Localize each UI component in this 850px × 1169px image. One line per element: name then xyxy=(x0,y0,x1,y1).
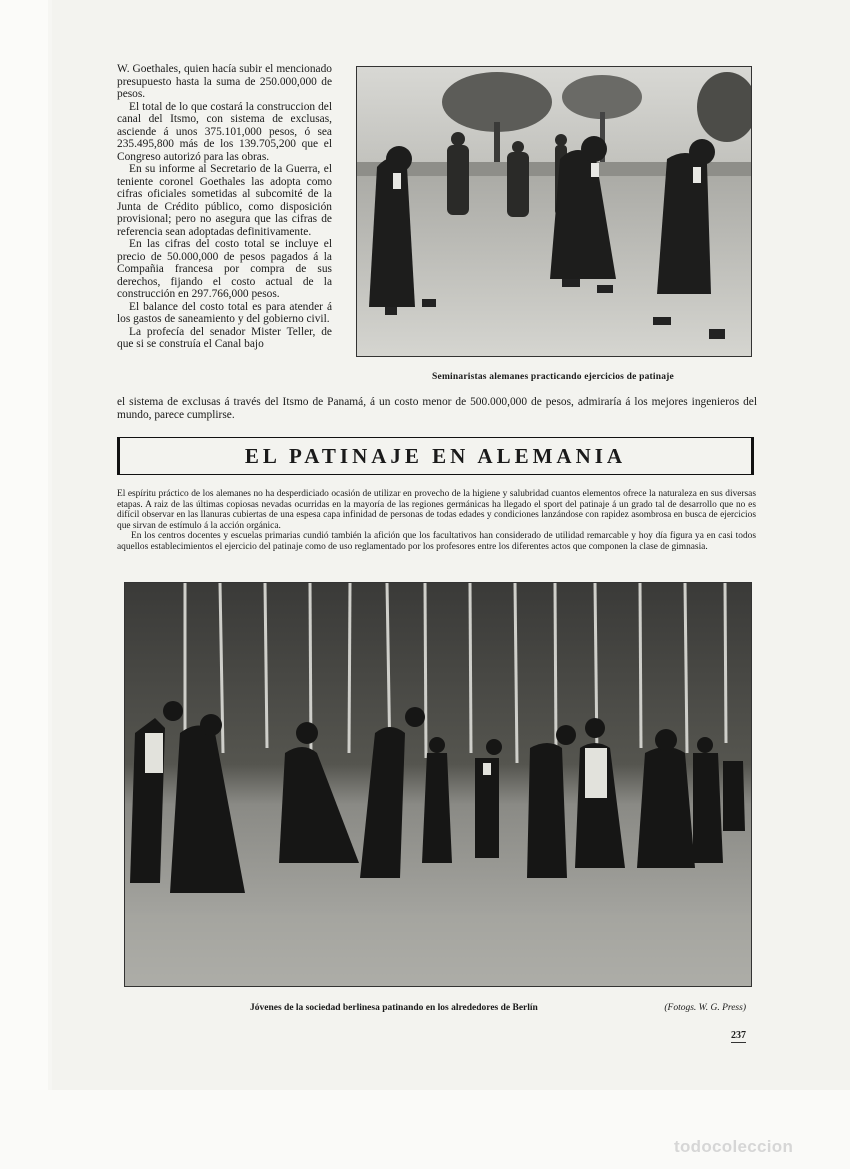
paragraph: El balance del costo total es para atender á los gastos de saneamiento y del gobierno civil. xyxy=(117,300,332,325)
photo2-caption: Jóvenes de la sociedad berlinesa patinando en los alrededores de Berlín xyxy=(250,1003,538,1013)
photo-seminarians-skating xyxy=(356,66,752,357)
paragraph: El total de lo que costará la construccion del canal del Itsmo, con sistema de exclusas, asciende á unos 375.101,000 pesos, ó sea 235.495,800 más de los 139.705,200 que el Congreso autorizó para las obras. xyxy=(117,100,332,163)
paragraph: W. Goethales, quien hacía subir el mencionado presupuesto hasta la suma de 250.000,000 de pesos. xyxy=(117,63,332,100)
continuation-text xyxy=(117,396,757,421)
paragraph: El espíritu práctico de los alemanes no ha desperdiciado ocasión de utilizar en provecho de la higiene y salubridad cuantos elementos ofrece la naturaleza en sus diversas etapas. A raiz de las últimas copiosas nevadas ocurridas en la mayoría de las regiones germánicas ha llegado el sport del patinaje á un grado tal de desarrollo que no es difícil observar en las llanuras cubiertas de una espesa capa infinidad de personas de todas edades y condiciones lanzándose con rapidez asombrosa en busca de ejercicios que sirvan de estímulo á la acción orgánica. xyxy=(117,489,756,531)
section-banner xyxy=(117,437,754,475)
watermark-logo: todocoleccion xyxy=(674,1137,794,1156)
paragraph: En los centros docentes y escuelas primarias cundió también la afición que los facultativos han considerado de utilidad remarcable y hoy día figura ya en casi todos aquellos establecimientos el ejercicio del patinaje como de uso reglamentado por los profesores entre los diferentes actos que componen la clase de gimnasia. xyxy=(117,531,756,552)
paragraph: En su informe al Secretario de la Guerra, el teniente coronel Goethales las adopta como cifras oficiales sometidas al subcomité de la Junta de Crédito público, como disposición provisional; pero no asegura que las cifras de referencia sean adoptadas definitivamente. xyxy=(117,163,332,238)
article-intro xyxy=(117,489,756,552)
paragraph: La profecía del senador Mister Teller, de que si se construía el Canal bajo xyxy=(117,325,332,350)
photo-berlin-skaters xyxy=(124,582,752,987)
photo1-caption: Seminaristas alemanes practicando ejercicios de patinaje xyxy=(432,372,674,382)
scan-margin xyxy=(0,0,48,1169)
paragraph: En las cifras del costo total se incluye el precio de 50.000,000 de pesos pagados á la Compañia francesa por compra de sus derechos, fijando el costo actual de la construcción en 297.766,000 pesos. xyxy=(117,238,332,300)
banner-title: EL PATINAJE EN ALEMANIA xyxy=(244,443,627,468)
photo-credit: (Fotogs. W. G. Press) xyxy=(664,1003,746,1013)
paragraph: el sistema de exclusas á través del Itsmo de Panamá, á un costo menor de 500.000,000 de pesos, admiraría á los mejores ingenieros del mundo, parece cumplirse. xyxy=(117,396,757,421)
page-number: 237 xyxy=(731,1030,746,1041)
left-column-text xyxy=(117,63,332,351)
scan-bottom-band xyxy=(0,1090,850,1169)
